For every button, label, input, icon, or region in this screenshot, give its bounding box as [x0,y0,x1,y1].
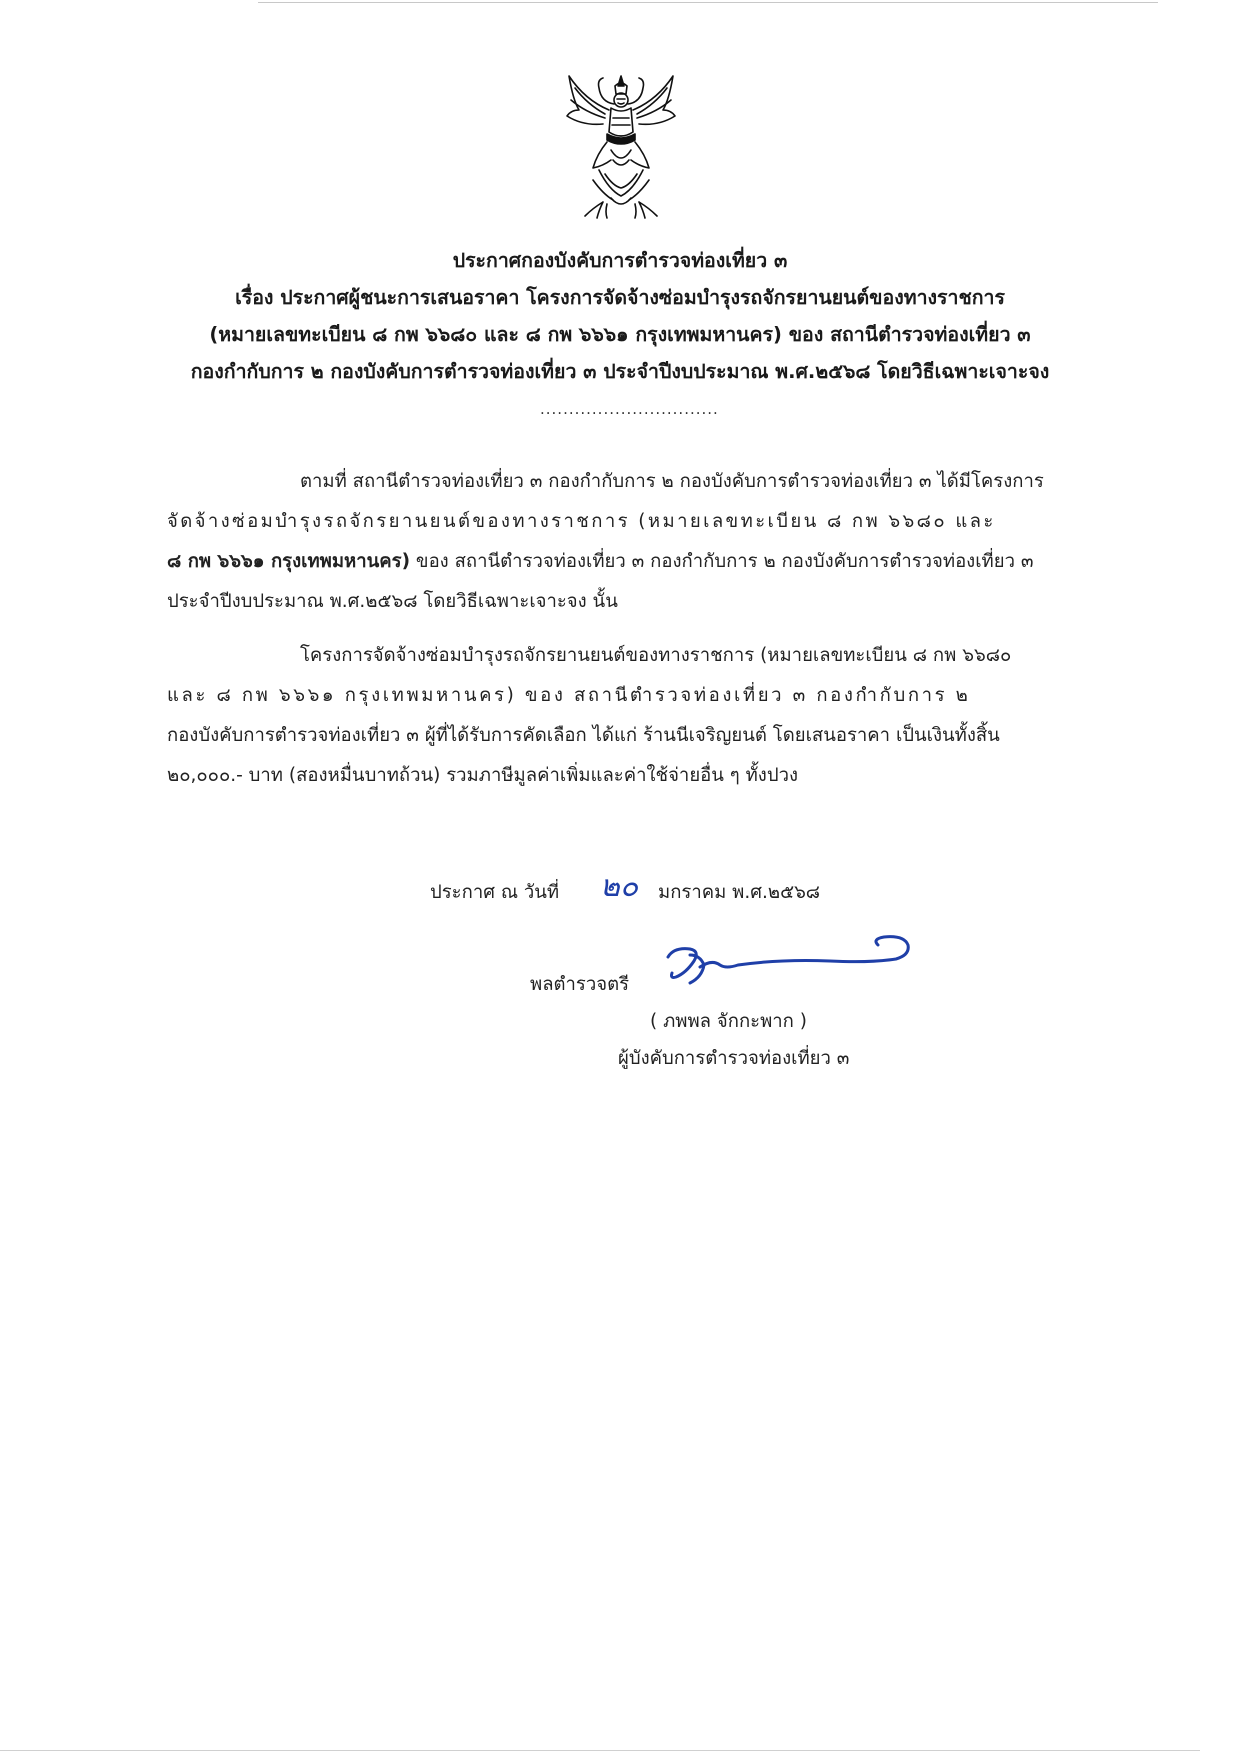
paragraph-2 [167,636,1115,796]
paragraph-1-line-4: ประจำปีงบประมาณ พ.ศ.๒๕๖๘ โดยวิธีเฉพาะเจาะจง นั้น [167,591,618,612]
handwritten-day: ๒๐ [600,869,639,904]
license-plate-bold: ๘ กพ ๖๖๖๑ กรุงเทพมหานคร) [167,551,411,572]
announce-month-year: มกราคม พ.ศ.๒๕๖๘ [658,882,821,903]
paragraph-1-line-3-rest: ของ สถานีตำรวจท่องเที่ยว ๓ กองกำกับการ ๒ กองบังคับการตำรวจท่องเที่ยว ๓ [410,551,1034,572]
paragraph-2-line-3: กองบังคับการตำรวจท่องเที่ยว ๓ ผู้ที่ได้รับการคัดเลือก ได้แก่ ร้านนีเจริญยนต์ โดยเสนอราคา เป็นเงินทั้งสิ้น [167,725,1000,746]
announce-date-prefix: ประกาศ ณ วันที่ [430,882,560,903]
paragraph-2-line-4: ๒๐,๐๐๐.- บาท (สองหมื่นบาทถ้วน) รวมภาษีมูลค่าเพิ่มและค่าใช้จ่ายอื่น ๆ ทั้งปวง [167,765,799,786]
subject-line-3: กองกำกับการ ๒ กองบังคับการตำรวจท่องเที่ยว ๓ ประจำปีงบประมาณ พ.ศ.๒๕๖๘ โดยวิธีเฉพาะเจาะจง [190,360,1050,383]
garuda-emblem [563,70,680,220]
paragraph-1 [167,462,1115,622]
heading-separator: ............................... [540,400,719,418]
announcement-title: ประกาศกองบังคับการตำรวจท่องเที่ยว ๓ [452,249,788,272]
page-top-rule [258,2,1158,3]
handwritten-signature [660,925,920,1005]
paragraph-2-line-1: โครงการจัดจ้างซ่อมบำรุงรถจักรยานยนต์ของทางราชการ (หมายเลขทะเบียน ๘ กพ ๖๖๘๐ [300,645,1012,666]
signer-position: ผู้บังคับการตำรวจท่องเที่ยว ๓ [618,1048,850,1069]
paragraph-2-line-2: และ ๘ กพ ๖๖๖๑ กรุงเทพมหานคร) ของ สถานีตำรวจท่องเที่ยว ๓ กองกำกับการ ๒ [167,685,971,706]
page-bottom-rule [0,1750,1200,1751]
subject-line-2: (หมายเลขทะเบียน ๘ กพ ๖๖๘๐ และ ๘ กพ ๖๖๖๑ กรุงเทพมหานคร) ของ สถานีตำรวจท่องเที่ยว ๓ [209,323,1031,346]
subject-line-1: เรื่อง ประกาศผู้ชนะการเสนอราคา โครงการจัดจ้างซ่อมบำรุงรถจักรยานยนต์ของทางราชการ [235,286,1005,309]
paragraph-1-line-1: ตามที่ สถานีตำรวจท่องเที่ยว ๓ กองกำกับการ ๒ กองบังคับการตำรวจท่องเที่ยว ๓ ได้มีโครงการ [300,471,1044,492]
signer-rank: พลตำรวจตรี [530,974,630,995]
signer-name: ( ภพพล จักกะพาก ) [650,1011,807,1032]
paragraph-1-line-3 [167,542,1115,582]
paragraph-1-line-2: จัดจ้างซ่อมบำรุงรถจักรยานยนต์ของทางราชการ (หมายเลขทะเบียน ๘ กพ ๖๖๘๐ และ [167,511,996,532]
announcement-heading [150,242,1090,390]
